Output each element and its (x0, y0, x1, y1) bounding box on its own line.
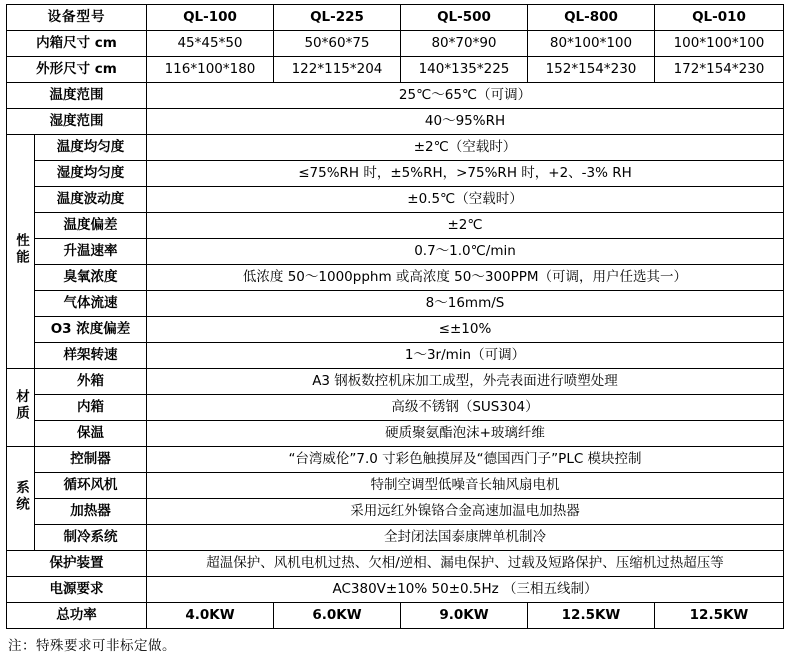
table-row-perf-humidity-uniformity (7, 161, 784, 187)
row-label-gas-flow: 气体流速 (35, 291, 147, 317)
total-power-5: 12.5KW (655, 603, 784, 629)
value-temp-deviation: ±2℃ (147, 213, 784, 239)
value-humidity-uniformity: ≤75%RH 时，±5%RH，>75%RH 时，+2、-3% RH (147, 161, 784, 187)
value-circulation-fan: 特制空调型低噪音长轴风扇电机 (147, 473, 784, 499)
value-temp-uniformity: ±2℃（空载时） (147, 135, 784, 161)
table-row-perf-temp-deviation (7, 213, 784, 239)
table-row-perf-ozone-concentration (7, 265, 784, 291)
group-label-performance-text: 性能 (12, 232, 29, 266)
table-row-humidity-range (7, 109, 784, 135)
value-humidity-range: 40～95%RH (147, 109, 784, 135)
table-row-temp-range (7, 83, 784, 109)
value-gas-flow: 8～16mm/S (147, 291, 784, 317)
row-label-total-power: 总功率 (7, 603, 147, 629)
group-label-performance (7, 135, 35, 369)
value-outer-box: A3 钢板数控机床加工成型，外壳表面进行喷塑处理 (147, 369, 784, 395)
total-power-1: 4.0KW (147, 603, 274, 629)
model-cell-3: QL-500 (401, 5, 528, 31)
value-protection: 超温保护、风机电机过热、欠相/逆相、漏电保护、过载及短路保护、压缩机过热超压等 (147, 551, 784, 577)
row-label-inner-box: 内箱 (35, 395, 147, 421)
total-power-3: 9.0KW (401, 603, 528, 629)
table-row-model-header (7, 5, 784, 31)
inner-size-2: 50*60*75 (274, 31, 401, 57)
value-refrigeration: 全封闭法国泰康牌单机制冷 (147, 525, 784, 551)
value-temp-range: 25℃～65℃（可调） (147, 83, 784, 109)
row-label-protection: 保护装置 (7, 551, 147, 577)
header-label: 设备型号 (7, 5, 147, 31)
row-label-heating-rate: 升温速率 (35, 239, 147, 265)
row-label-inner-size: 内箱尺寸 cm (7, 31, 147, 57)
table-row-perf-temp-uniformity (7, 135, 784, 161)
table-row-outer-size (7, 57, 784, 83)
table-row-power-requirement (7, 577, 784, 603)
specification-table (6, 4, 784, 629)
total-power-2: 6.0KW (274, 603, 401, 629)
table-row-system-heater (7, 499, 784, 525)
table-row-system-refrigeration (7, 525, 784, 551)
row-label-rack-speed: 样架转速 (35, 343, 147, 369)
group-label-system-text: 系统 (12, 479, 29, 513)
inner-size-5: 100*100*100 (655, 31, 784, 57)
row-label-temp-range: 温度范围 (7, 83, 147, 109)
inner-size-3: 80*70*90 (401, 31, 528, 57)
value-heater: 采用远红外镍铬合金高速加温电加热器 (147, 499, 784, 525)
table-row-perf-o3-deviation (7, 317, 784, 343)
value-o3-deviation: ≤±10% (147, 317, 784, 343)
row-label-humidity-range: 湿度范围 (7, 109, 147, 135)
row-label-temp-deviation: 温度偏差 (35, 213, 147, 239)
value-rack-speed: 1～3r/min（可调） (147, 343, 784, 369)
row-label-refrigeration: 制冷系统 (35, 525, 147, 551)
row-label-o3-deviation: O3 浓度偏差 (35, 317, 147, 343)
value-inner-box: 高级不锈钢（SUS304） (147, 395, 784, 421)
outer-size-2: 122*115*204 (274, 57, 401, 83)
value-insulation: 硬质聚氨酯泡沫+玻璃纤维 (147, 421, 784, 447)
row-label-outer-size: 外形尺寸 cm (7, 57, 147, 83)
row-label-ozone-concentration: 臭氧浓度 (35, 265, 147, 291)
table-row-system-circulation-fan (7, 473, 784, 499)
group-label-material (7, 369, 35, 447)
total-power-4: 12.5KW (528, 603, 655, 629)
row-label-power-requirement: 电源要求 (7, 577, 147, 603)
row-label-controller: 控制器 (35, 447, 147, 473)
row-label-circulation-fan: 循环风机 (35, 473, 147, 499)
inner-size-1: 45*45*50 (147, 31, 274, 57)
table-row-material-insulation (7, 421, 784, 447)
table-row-material-outer-box (7, 369, 784, 395)
row-label-humidity-uniformity: 湿度均匀度 (35, 161, 147, 187)
row-label-insulation: 保温 (35, 421, 147, 447)
group-label-system (7, 447, 35, 551)
row-label-temp-uniformity: 温度均匀度 (35, 135, 147, 161)
model-cell-1: QL-100 (147, 5, 274, 31)
model-cell-4: QL-800 (528, 5, 655, 31)
outer-size-3: 140*135*225 (401, 57, 528, 83)
table-row-perf-temp-fluctuation (7, 187, 784, 213)
table-row-perf-rack-speed (7, 343, 784, 369)
row-label-temp-fluctuation: 温度波动度 (35, 187, 147, 213)
value-controller: “台湾威伦”7.0 寸彩色触摸屏及“德国西门子”PLC 模块控制 (147, 447, 784, 473)
table-row-material-inner-box (7, 395, 784, 421)
model-cell-2: QL-225 (274, 5, 401, 31)
footnote: 注：特殊要求可非标定做。 (8, 638, 176, 654)
table-row-system-controller (7, 447, 784, 473)
table-row-perf-gas-flow (7, 291, 784, 317)
table-row-inner-size (7, 31, 784, 57)
row-label-heater: 加热器 (35, 499, 147, 525)
model-cell-5: QL-010 (655, 5, 784, 31)
outer-size-1: 116*100*180 (147, 57, 274, 83)
row-label-outer-box: 外箱 (35, 369, 147, 395)
outer-size-4: 152*154*230 (528, 57, 655, 83)
group-label-material-text: 材质 (12, 388, 29, 422)
table-row-total-power (7, 603, 784, 629)
table-row-perf-heating-rate (7, 239, 784, 265)
value-ozone-concentration: 低浓度 50～1000pphm 或高浓度 50～300PPM（可调，用户任选其一） (147, 265, 784, 291)
table-row-protection (7, 551, 784, 577)
value-power-requirement: AC380V±10% 50±0.5Hz （三相五线制） (147, 577, 784, 603)
inner-size-4: 80*100*100 (528, 31, 655, 57)
outer-size-5: 172*154*230 (655, 57, 784, 83)
value-heating-rate: 0.7～1.0℃/min (147, 239, 784, 265)
value-temp-fluctuation: ±0.5℃（空载时） (147, 187, 784, 213)
